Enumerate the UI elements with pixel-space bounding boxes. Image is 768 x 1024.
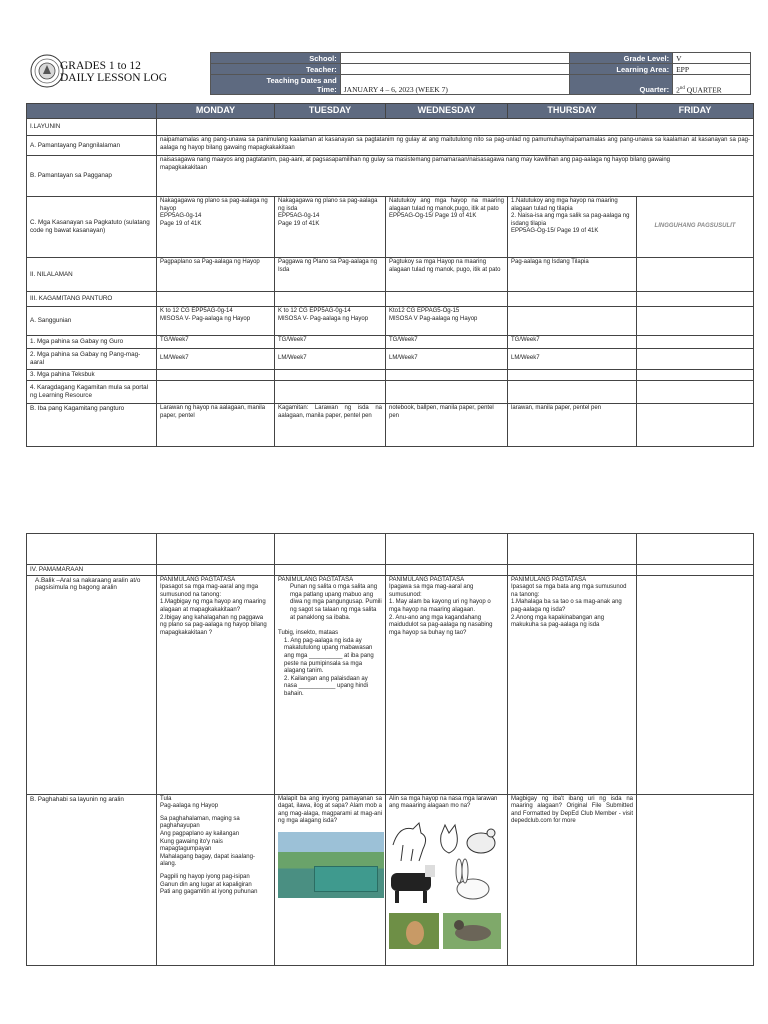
row-label-pamantayang-pangnilalaman: A. Pamantayang Pangnilalaman	[27, 136, 157, 156]
iba-pang-monday: Larawan ng hayop na aalagaan, manila paper, pentel	[157, 404, 275, 447]
nilalaman-thursday: Pag-aalaga ng Isdang Tilapia	[508, 258, 637, 292]
row-label-paghahabi: B. Paghahabi sa layunin ng aralin	[27, 794, 157, 965]
day-friday: FRIDAY	[637, 104, 754, 119]
gabay-guro-thursday: TG/Week7	[508, 336, 637, 349]
grade-label: Grade Level:	[570, 53, 673, 64]
sanggunian-wednesday: Kto12 CG EPPAG5-Og-15 MISOSA V Pag-aalaga ng Hayop	[386, 307, 508, 336]
friday-lingguhang-pagsusulit: LINGGUHANG PAGSUSULIT	[637, 197, 754, 258]
lesson-table-part1	[26, 103, 754, 447]
balik-aral-wednesday: PANIMULANG PAGTATASA Ipagawa sa mga mag-aaral ang sumusunod: 1. May alam ba kayong uri ng hayop o mga hayop na maaring alagaan. 2. Anu-ano ang mga kagandahang maidudulot sa pag-aalaga ng nasabing mga hayop sa buhay ng tao?	[386, 575, 508, 794]
school-value	[340, 53, 570, 64]
day-thursday: THURSDAY	[508, 104, 637, 119]
day-tuesday: TUESDAY	[275, 104, 386, 119]
teacher-label: Teacher:	[211, 64, 341, 75]
iba-pang-tuesday: Kagamitan: Larawan ng isda na aalagaan, manila paper, pentel pen	[275, 404, 386, 447]
row-label-kasanayan: C. Mga Kasanayan sa Pagkatuto (sulatang code ng bawat kasanayan)	[27, 197, 157, 258]
balik-aral-monday: PANIMULANG PAGTATASA Ipasagot sa mga mag-aaral ang mga sumusunod na tanong: 1.Magbigay ng mga hayop ang maaring alagaan at mapagkakakitaan? 2.Ibigay ang kahalagahan ng paggawa ng plano sa pag-aalaga ng hayop bilang mapagkakakitaan ?	[157, 575, 275, 794]
lesson-table-part2	[26, 533, 754, 966]
row-label-karagdagang-kagamitan: 4. Karagdagang Kagamitan mula sa portal ng Learning Resource	[27, 381, 157, 404]
gabay-guro-wednesday: TG/Week7	[386, 336, 508, 349]
gabay-guro-tuesday: TG/Week7	[275, 336, 386, 349]
deped-seal-icon	[30, 54, 64, 88]
area-label: Learning Area:	[570, 64, 673, 75]
row-label-nilalaman: II. NILALAMAN	[27, 258, 157, 292]
dates-label: Teaching Dates and Time:	[211, 75, 341, 95]
quarter-value: 2nd QUARTER	[673, 75, 751, 95]
row-label-sanggunian: A. Sanggunian	[27, 307, 157, 336]
row-label-pamantayan-pagganap: B. Pamantayan sa Pagganap	[27, 156, 157, 197]
day-wednesday: WEDNESDAY	[386, 104, 508, 119]
kasanayan-tuesday: Nakagagawa ng plano sa pag-aalaga ng isda EPP5AG-0g-14 Page 19 of 41K	[275, 197, 386, 258]
nilalaman-tuesday: Paggawa ng Plano sa Pag-aalaga ng Isda	[275, 258, 386, 292]
grade-value: V	[673, 53, 751, 64]
kasanayan-thursday: 1.Natutukoy ang mga hayop na maaring alagaan tulad ng tilapia 2. Naisa-isa ang mga salik sa pag-aalaga ng isdang tilapia EPP5AG-Og-15/ Page 19 of 41K	[508, 197, 637, 258]
gabay-mag-tuesday: LM/Week7	[275, 349, 386, 370]
section-layunin: I.LAYUNIN	[27, 119, 157, 136]
paghahabi-thursday: Magbigay ng iba't ibang uri ng isda na maaring alagaan? Original File Submitted and Formatted by DepEd Club Member - visit depedclub.com for more	[508, 794, 637, 965]
iba-pang-wednesday: notebook, ballpen, manila paper, pentel pen	[386, 404, 508, 447]
kasanayan-wednesday: Natutukoy ang mga hayop na maaring alagaan tulad ng manok,pugo, itik at pato EPP5AG-Og-15/ Page 19 of 41K	[386, 197, 508, 258]
balik-aral-thursday: PANIMULANG PAGTATASA Ipasagot sa mga bata ang mga sumusunod na tanong: 1.Mahalaga ba sa tao o sa mag-anak ang pag-aalaga ng isda? 2.Anong mga kapakinabangan ang makukuha sa pag-aalaga ng isda	[508, 575, 637, 794]
fish-pond-photo	[278, 832, 384, 898]
section-pamamaraan: IV. PAMAMARAAN	[27, 565, 157, 576]
gabay-guro-monday: TG/Week7	[157, 336, 275, 349]
pamantayang-pangnilalaman-text: naipamamalas ang pang-unawa sa panimulang kaalaman at kasanayan sa pagtatanim ng gulay at ang maitutulong nito sa pag-unlad ng pamumuhay/naipamamalas ang pang-unawa sa kaalaman at kasanayan sa pag-aalaga ng hayop bilang gawaing mapagkakakitaan	[157, 136, 754, 156]
row-label-iba-pang-kagamitan: B. Iba pang Kagamitang pangturo	[27, 404, 157, 447]
sanggunian-tuesday: K to 12 CG EPP5AG-0g-14 MISOSA V- Pag-aalaga ng Hayop	[275, 307, 386, 336]
pamantayan-pagganap-text: naisasagawa nang maayos ang pagtatanim, pag-aani, at pagsasapamilihan ng gulay sa masistemang pamamaraan/naisasagawa nang may kawilihan ang pag-aalaga ng hayop bilang gawaing mapagkakakitaan	[157, 156, 754, 197]
dates-value: JANUARY 4 – 6, 2023 (WEEK 7)	[340, 75, 570, 95]
sanggunian-monday: K to 12 CG EPP5AG-0g-14 MISOSA V- Pag-aalaga ng Hayop	[157, 307, 275, 336]
nilalaman-wednesday: Pagtukoy sa mga Hayop na maaring alagaan tulad ng manok, pugo, itik at pato	[386, 258, 508, 292]
nilalaman-monday: Pagpaplano sa Pag-aalaga ng Hayop	[157, 258, 275, 292]
quarter-label: Quarter:	[570, 75, 673, 95]
iba-pang-thursday: larawan, manila paper, pentel pen	[508, 404, 637, 447]
row-label-gabay-guro: 1. Mga pahina sa Gabay ng Guro	[27, 336, 157, 349]
gabay-mag-monday: LM/Week7	[157, 349, 275, 370]
balik-aral-tuesday: PANIMULANG PAGTATASA Punan ng salita o mga salita ang mga patlang upang mabuo ang diwa ng mga pangungusap. Pumili ng sagot sa talaan ng mga salita at panaklong sa ibaba. Tubig, insekto, mataas 1. Ang pag-aalaga ng isda ay makatutulong upang mabawasan ang mga __________ at iba pang peste na pumipinsala sa mga alagang tanim. 2. Kailangan ang palaisdaan ay nasa ___________ upang hindi bahain.	[275, 575, 386, 794]
area-value: EPP	[673, 64, 751, 75]
row-label-balik-aral: A.Balik –Aral sa nakaraang aralin at/o pagsisimula ng bagong aralin	[27, 575, 157, 794]
row-label-teksbuk: 3. Mga pahina Teksbuk	[27, 370, 157, 381]
gabay-mag-thursday: LM/Week7	[508, 349, 637, 370]
row-label-gabay-mag-aaral: 2. Mga pahina sa Gabay ng Pang-mag-aaral	[27, 349, 157, 370]
gabay-mag-wednesday: LM/Week7	[386, 349, 508, 370]
day-monday: MONDAY	[157, 104, 275, 119]
paghahabi-tuesday: Malapit ba ang inyong pamayanan sa dagat, ilawa, ilog at sapa? Alam mob a ang mag-alaga, magparami at mag-ani ng mga alagang isda?	[275, 794, 386, 965]
animals-illustration-icon	[389, 815, 501, 949]
animal-pictures	[389, 815, 501, 949]
paghahabi-monday: Tula Pag-aalaga ng Hayop Sa paghahalaman, maging sa paghahayupan Ang pagpaplano ay kailangan Kung gawaing ito'y nais mapagtagumpayan Mahalagang bagay, dapat isaalang-alang. Pagpili ng hayop iyong pag-isipan Ganun din ang lugar at kapaligiran Pati ang gagamitin at iyong puhunan	[157, 794, 275, 965]
school-label: School:	[211, 53, 341, 64]
paghahabi-wednesday: Alin sa mga hayop na nasa mga larawan ang maaaring alagaan mo na?	[386, 794, 508, 965]
log-title: GRADES 1 to 12 DAILY LESSON LOG	[60, 60, 168, 84]
lesson-log-header	[26, 52, 751, 96]
kasanayan-monday: Nakagagawa ng plano sa pag-aalaga ng hayop EPP5AG-0g-14 Page 19 of 41K	[157, 197, 275, 258]
section-kagamitang-panturo: III. KAGAMITANG PANTURO	[27, 292, 157, 307]
header-info-table	[210, 52, 751, 95]
teacher-value	[340, 64, 570, 75]
